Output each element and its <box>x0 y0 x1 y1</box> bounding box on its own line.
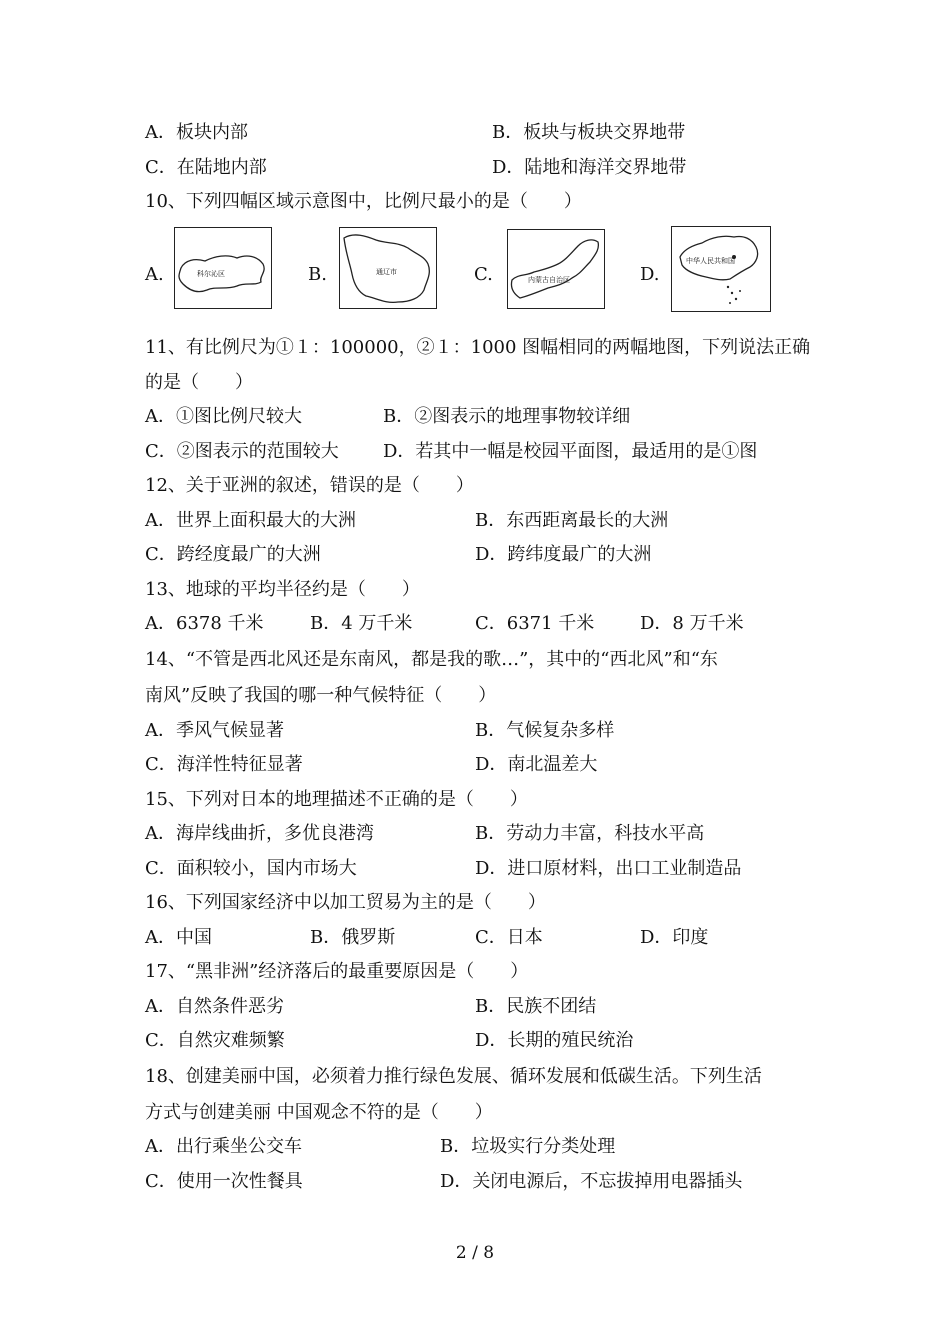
q14-option-c: C．海洋性特征显著 <box>145 754 303 775</box>
q16-option-d: D．印度 <box>640 927 709 948</box>
q16-option-c: C．日本 <box>475 927 543 948</box>
q11-option-a: A．①图比例尺较大 <box>145 406 302 427</box>
q18-option-a: A．出行乘坐公交车 <box>145 1136 302 1157</box>
q12-stem: 12、关于亚洲的叙述，错误的是（ ） <box>145 475 474 496</box>
q15-option-d: D．进口原材料，出口工业制造品 <box>475 858 742 879</box>
q17-option-c: C．自然灾难频繁 <box>145 1030 285 1051</box>
q13-option-a: A．6378 千米 <box>145 613 264 634</box>
q18-stem-line2: 方式与创建美丽 中国观念不符的是（ ） <box>145 1102 493 1123</box>
map-tongliao-icon <box>339 227 437 309</box>
map-innermongolia-icon <box>507 229 605 309</box>
q11-option-d: D．若其中一幅是校园平面图，最适用的是①图 <box>383 441 758 462</box>
q12-option-c: C．跨经度最广的大洲 <box>145 544 321 565</box>
q11-stem-line2: 的是（ ） <box>145 372 253 393</box>
q12-option-a: A．世界上面积最大的大洲 <box>145 510 356 531</box>
q12-option-d: D．跨纬度最广的大洲 <box>475 544 652 565</box>
q10-map-a-letter: A. <box>145 264 164 285</box>
q15-option-b: B．劳动力丰富，科技水平高 <box>475 823 705 844</box>
q18-option-b: B．垃圾实行分类处理 <box>440 1136 616 1157</box>
q15-option-c: C．面积较小，国内市场大 <box>145 858 357 879</box>
q17-stem: 17、“黑非洲”经济落后的最重要原因是（ ） <box>145 961 529 982</box>
q15-stem: 15、下列对日本的地理描述不正确的是（ ） <box>145 789 528 810</box>
q10-map-d-letter: D. <box>640 264 660 285</box>
q14-stem-line2: 南风”反映了我国的哪一种气候特征（ ） <box>145 685 497 706</box>
q14-option-b: B．气候复杂多样 <box>475 720 615 741</box>
map-kerqin-icon <box>174 227 272 309</box>
q13-option-d: D．8 万千米 <box>640 613 744 634</box>
q11-stem-line1: 11、有比例尺为①１：100000，②１：1000 图幅相同的两幅地图，下列说法正确 <box>145 337 811 358</box>
q11-option-b: B．②图表示的地理事物较详细 <box>383 406 631 427</box>
q9-option-a: A．板块内部 <box>145 122 248 143</box>
q14-stem-line1: 14、“不管是西北风还是东南风，都是我的歌…”，其中的“西北风”和“东 <box>145 649 718 670</box>
map-a-region-label: 科尔沁区 <box>197 270 225 278</box>
q18-option-d: D．关闭电源后，不忘拔掉用电器插头 <box>440 1171 743 1192</box>
q9-option-c: C．在陆地内部 <box>145 157 267 178</box>
q12-option-b: B．东西距离最长的大洲 <box>475 510 669 531</box>
map-b-region-label: 通辽市 <box>376 268 397 276</box>
page-number: 2 / 8 <box>455 1243 495 1263</box>
q18-option-c: C．使用一次性餐具 <box>145 1171 303 1192</box>
q17-option-d: D．长期的殖民统治 <box>475 1030 634 1051</box>
q13-option-c: C．6371 千米 <box>475 613 595 634</box>
q16-option-b: B．俄罗斯 <box>310 927 396 948</box>
q13-stem: 13、地球的平均半径约是（ ） <box>145 579 420 600</box>
q17-option-b: B．民族不团结 <box>475 996 597 1017</box>
q10-map-b-letter: B. <box>308 264 327 285</box>
q14-option-a: A．季风气候显著 <box>145 720 284 741</box>
q16-option-a: A．中国 <box>145 927 212 948</box>
q10-stem: 10、下列四幅区域示意图中，比例尺最小的是（ ） <box>145 191 582 212</box>
q13-option-b: B．4 万千米 <box>310 613 413 634</box>
q9-option-b: B．板块与板块交界地带 <box>492 122 686 143</box>
q11-option-c: C．②图表示的范围较大 <box>145 441 339 462</box>
q14-option-d: D．南北温差大 <box>475 754 598 775</box>
map-china-icon <box>671 226 771 312</box>
map-d-region-label: 中华人民共和国 <box>686 257 735 265</box>
map-c-region-label: 内蒙古自治区 <box>528 276 570 284</box>
q18-stem-line1: 18、创建美丽中国，必须着力推行绿色发展、循环发展和低碳生活。下列生活 <box>145 1066 762 1087</box>
q15-option-a: A．海岸线曲折，多优良港湾 <box>145 823 374 844</box>
q9-option-d: D．陆地和海洋交界地带 <box>492 157 687 178</box>
q16-stem: 16、下列国家经济中以加工贸易为主的是（ ） <box>145 892 546 913</box>
q10-map-c-letter: C. <box>474 264 493 285</box>
q17-option-a: A．自然条件恶劣 <box>145 996 284 1017</box>
